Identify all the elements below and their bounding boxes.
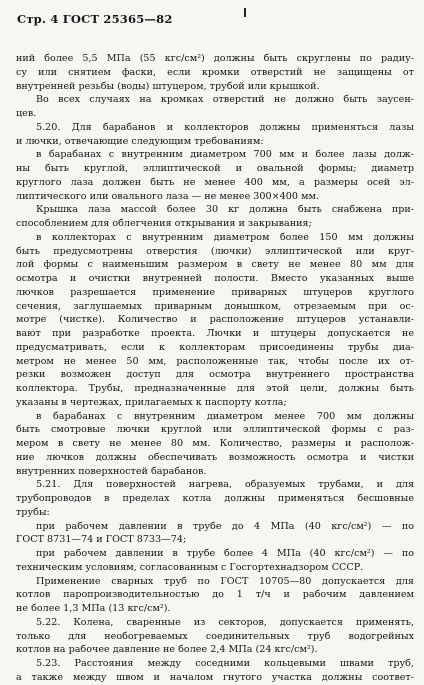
- text-line: 5.21. Для поверхностей нагрева, образуемых трубами, и для: [36, 479, 414, 491]
- text-line: вают при разработке проекта. Лючки и штуцеры допускается не: [16, 328, 414, 339]
- text-line: 5.20. Для барабанов и коллекторов должны применяться лазы: [36, 121, 414, 133]
- text-line: круглого лаза должен быть не менее 400 мм, а размеры осей эл-: [16, 176, 414, 188]
- text-line: только для необогреваемых соединительных труб водогрейных: [16, 630, 414, 642]
- text-line: быть смотровые лючки круглой или эллиптической формы с раз-: [16, 424, 414, 436]
- text-line: ние лючков должны обеспечивать возможность осмотра и чистки: [16, 451, 414, 463]
- text-line: котлов на рабочее давление не более 2,4 МПа (24 кгс/см²).: [16, 644, 318, 656]
- document-body: [16, 52, 414, 685]
- text-line: 5.22. Колена, сваренные из секторов, допускается применять,: [36, 616, 414, 628]
- text-line: 5.23. Расстояния между соседними кольцевыми швами труб,: [36, 658, 414, 669]
- text-line: осмотра и очистки внутренней полости. Вместо указанных выше: [16, 273, 414, 284]
- text-line: липтического или овального лаза — не менее 300×400 мм.: [16, 190, 319, 202]
- text-line: су или снятием фаски, если кромки отверстий не защищены от: [16, 66, 414, 78]
- text-line: трубопроводов в пределах котла должны применяться бесшовные: [16, 493, 414, 504]
- text-line: в барабанах с внутренним диаметром 700 мм и более лазы долж-: [36, 149, 414, 161]
- text-line: резки возможен доступ для осмотра внутреннего пространства: [16, 369, 414, 381]
- text-line: быть предусмотрены отверстия (лючки) эллиптической или круг-: [16, 245, 414, 257]
- text-line: Крышка лаза массой более 30 кг должна быть снабжена при-: [36, 204, 414, 216]
- text-line: указаны в чертежах, прилагаемых к паспорту котла;: [16, 396, 287, 408]
- text-line: коллектора. Трубы, предназначенные для этой цели, должны быть: [16, 383, 414, 394]
- text-line: сечения, заглушаемых приварным донышком, отрезаемым при ос-: [16, 300, 414, 312]
- text-line: ГОСТ 8731—74 и ГОСТ 8733—74;: [16, 534, 187, 546]
- text-line: в барабанах с внутренним диаметром менее 700 мм должны: [36, 410, 414, 422]
- text-line: мером в свету не менее 80 мм. Количество, размеры и располож-: [16, 438, 414, 449]
- text-line: метром не менее 50 мм, расположенные так, чтобы после их от-: [16, 355, 414, 367]
- text-line: трубы:: [16, 506, 50, 518]
- text-line: способлением для облегчения открывания и закрывания;: [16, 218, 312, 229]
- text-line: предусматривать, если к коллекторам присоединены трубы диа-: [16, 341, 414, 353]
- text-line: Во всех случаях на кромках отверстий не должно быть заусен-: [36, 94, 414, 106]
- text-line: внутренних поверхностей барабанов.: [16, 465, 207, 477]
- text-line: лой формы с наименьшим размером в свету не менее 80 мм для: [16, 259, 414, 271]
- margin-mark: [244, 8, 246, 17]
- text-line: техническим условиям, согласованным с Госгортехнадзором СССР.: [16, 561, 364, 573]
- text-line: при рабочем давлении в трубе до 4 МПа (40 кгс/см²) — по: [36, 520, 414, 532]
- text-line: ний более 5,5 МПа (55 кгс/см²) должны быть скруглены по радиу-: [16, 53, 414, 64]
- text-line: ны быть круглой, эллиптической и овальной формы; диаметр: [16, 163, 414, 174]
- page-header: Стр. 4 ГОСТ 25365—82: [17, 12, 173, 26]
- text-line: а также между швом и началом гнутого участка должны соответ-: [16, 671, 414, 683]
- text-line: цев.: [16, 108, 37, 119]
- text-line: и лючки, отвечающие следующим требованиям:: [16, 135, 264, 147]
- text-line: не более 1,3 МПа (13 кгс/см²).: [16, 603, 171, 614]
- text-line: Применение сварных труб по ГОСТ 10705—80 допускается для: [36, 575, 414, 587]
- text-line: внутренней резьбы (воды) штуцером, трубой или крышкой.: [16, 80, 320, 92]
- text-line: в коллекторах с внутренним диаметром более 150 мм должны: [36, 231, 414, 243]
- text-line: котлов паропроизводительностью до 1 т/ч и рабочим давлением: [16, 589, 414, 601]
- text-line: мотре (чистке). Количество и расположение штуцеров устанавли-: [16, 314, 414, 326]
- text-line: лючков разрешается применение приварных штуцеров круглого: [16, 286, 414, 298]
- text-line: при рабочем давлении в трубе более 4 МПа (40 кгс/см²) — по: [36, 548, 414, 559]
